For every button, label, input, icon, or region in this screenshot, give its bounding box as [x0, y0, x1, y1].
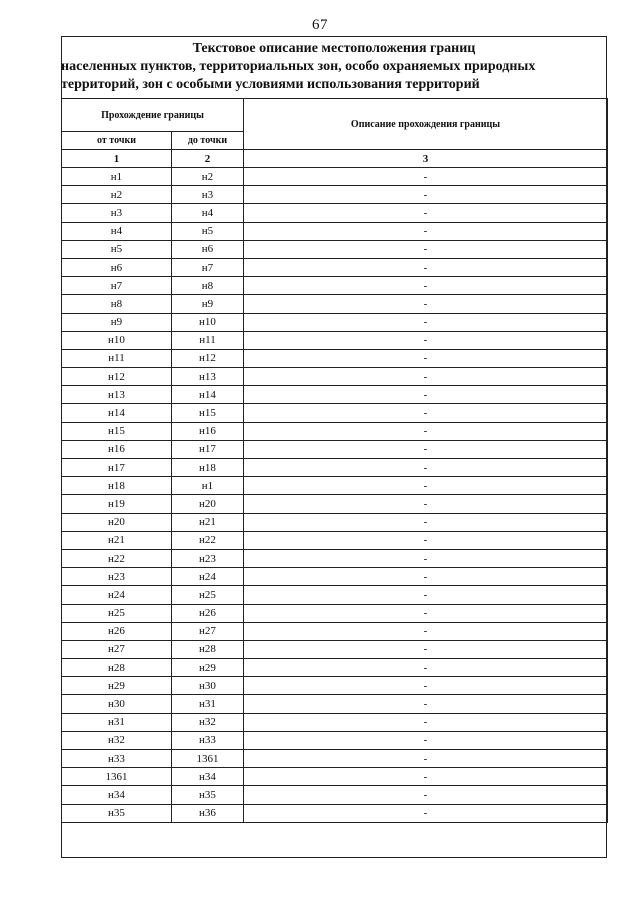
description-cell: -	[244, 659, 608, 677]
title-line-1: Текстовое описание местоположения границ	[192, 41, 476, 56]
description-cell: -	[244, 186, 608, 204]
from-point-cell: н11	[62, 349, 172, 367]
table-row	[62, 568, 608, 586]
description-cell: -	[244, 277, 608, 295]
from-point-cell: н5	[62, 240, 172, 258]
to-point-cell: н15	[172, 404, 244, 422]
from-point-cell: н30	[62, 695, 172, 713]
description-cell: -	[244, 222, 608, 240]
table-row	[62, 222, 608, 240]
table-row	[62, 349, 608, 367]
from-point-cell: н33	[62, 750, 172, 768]
table-row	[62, 204, 608, 222]
description-cell: -	[244, 750, 608, 768]
table-row	[62, 531, 608, 549]
from-point-cell: н20	[62, 513, 172, 531]
description-cell: -	[244, 549, 608, 567]
from-point-cell: н12	[62, 368, 172, 386]
description-cell: -	[244, 331, 608, 349]
from-point-cell: н4	[62, 222, 172, 240]
to-point-cell: н36	[172, 804, 244, 822]
from-point-cell: н32	[62, 731, 172, 749]
to-point-cell: н35	[172, 786, 244, 804]
page-number: 67	[312, 17, 328, 33]
description-cell: -	[244, 495, 608, 513]
description-cell: -	[244, 604, 608, 622]
from-point-cell: н19	[62, 495, 172, 513]
title-line-3: территорий, зон с особыми условиями использования территорий	[61, 77, 480, 92]
description-cell: -	[244, 349, 608, 367]
description-cell: -	[244, 240, 608, 258]
from-point-cell: н7	[62, 277, 172, 295]
table-row	[62, 659, 608, 677]
table-row	[62, 440, 608, 458]
table-row	[62, 404, 608, 422]
table-row	[62, 313, 608, 331]
table-row	[62, 386, 608, 404]
description-cell: -	[244, 168, 608, 186]
to-point-cell: н30	[172, 677, 244, 695]
from-point-cell: н10	[62, 331, 172, 349]
description-cell: -	[244, 786, 608, 804]
from-point-cell: н26	[62, 622, 172, 640]
to-point-cell: н1	[172, 477, 244, 495]
table-row	[62, 240, 608, 258]
from-point-cell: 1361	[62, 768, 172, 786]
table-row	[62, 695, 608, 713]
table-row	[62, 477, 608, 495]
table-row	[62, 495, 608, 513]
from-point-cell: н16	[62, 440, 172, 458]
to-point-cell: н20	[172, 495, 244, 513]
title-line-2: населенных пунктов, территориальных зон, особо охраняемых природных	[61, 59, 536, 74]
from-point-cell: н18	[62, 477, 172, 495]
table-row	[62, 513, 608, 531]
to-point-cell: н27	[172, 622, 244, 640]
table-row	[62, 786, 608, 804]
to-point-cell: н25	[172, 586, 244, 604]
table-row	[62, 750, 608, 768]
from-point-cell: н9	[62, 313, 172, 331]
table-row	[62, 277, 608, 295]
to-point-cell: н12	[172, 349, 244, 367]
from-point-cell: н13	[62, 386, 172, 404]
table-row	[62, 368, 608, 386]
to-point-cell: н7	[172, 258, 244, 276]
description-cell: -	[244, 204, 608, 222]
description-cell: -	[244, 768, 608, 786]
description-cell: -	[244, 258, 608, 276]
to-point-cell: н3	[172, 186, 244, 204]
to-point-cell: н18	[172, 459, 244, 477]
description-cell: -	[244, 513, 608, 531]
table-row	[62, 713, 608, 731]
from-point-cell: н34	[62, 786, 172, 804]
table-row	[62, 604, 608, 622]
description-cell: -	[244, 568, 608, 586]
table-header	[62, 99, 608, 168]
to-point-cell: 1361	[172, 750, 244, 768]
column-number-1: 1	[62, 150, 172, 168]
to-point-cell: н9	[172, 295, 244, 313]
table-row	[62, 459, 608, 477]
description-cell: -	[244, 440, 608, 458]
from-point-cell: н8	[62, 295, 172, 313]
to-point-cell: н26	[172, 604, 244, 622]
table-row	[62, 295, 608, 313]
document-title	[61, 40, 607, 94]
to-point-cell: н10	[172, 313, 244, 331]
header-boundary-description: Описание прохождения границы	[244, 99, 608, 150]
table-row	[62, 731, 608, 749]
header-from-point: от точки	[62, 132, 172, 150]
to-point-cell: н31	[172, 695, 244, 713]
description-cell: -	[244, 313, 608, 331]
description-cell: -	[244, 677, 608, 695]
description-cell: -	[244, 622, 608, 640]
to-point-cell: н32	[172, 713, 244, 731]
from-point-cell: н35	[62, 804, 172, 822]
description-cell: -	[244, 713, 608, 731]
table-row	[62, 549, 608, 567]
table-row	[62, 186, 608, 204]
to-point-cell: н33	[172, 731, 244, 749]
from-point-cell: н2	[62, 186, 172, 204]
description-cell: -	[244, 404, 608, 422]
to-point-cell: н24	[172, 568, 244, 586]
table-row	[62, 768, 608, 786]
table-row	[62, 168, 608, 186]
to-point-cell: н28	[172, 640, 244, 658]
to-point-cell: н14	[172, 386, 244, 404]
to-point-cell: н4	[172, 204, 244, 222]
table-row	[62, 622, 608, 640]
to-point-cell: н8	[172, 277, 244, 295]
to-point-cell: н5	[172, 222, 244, 240]
from-point-cell: н23	[62, 568, 172, 586]
table-row	[62, 677, 608, 695]
column-number-3: 3	[244, 150, 608, 168]
description-cell: -	[244, 459, 608, 477]
from-point-cell: н22	[62, 549, 172, 567]
description-cell: -	[244, 477, 608, 495]
from-point-cell: н3	[62, 204, 172, 222]
description-cell: -	[244, 368, 608, 386]
from-point-cell: н14	[62, 404, 172, 422]
to-point-cell: н6	[172, 240, 244, 258]
description-cell: -	[244, 640, 608, 658]
to-point-cell: н13	[172, 368, 244, 386]
description-cell: -	[244, 295, 608, 313]
to-point-cell: н17	[172, 440, 244, 458]
description-cell: -	[244, 804, 608, 822]
column-number-2: 2	[172, 150, 244, 168]
from-point-cell: н17	[62, 459, 172, 477]
from-point-cell: н1	[62, 168, 172, 186]
to-point-cell: н22	[172, 531, 244, 549]
description-cell: -	[244, 386, 608, 404]
table-body	[62, 168, 608, 823]
to-point-cell: н21	[172, 513, 244, 531]
to-point-cell: н16	[172, 422, 244, 440]
table-row	[62, 331, 608, 349]
from-point-cell: н31	[62, 713, 172, 731]
to-point-cell: н2	[172, 168, 244, 186]
description-cell: -	[244, 731, 608, 749]
description-cell: -	[244, 422, 608, 440]
to-point-cell: н11	[172, 331, 244, 349]
to-point-cell: н23	[172, 549, 244, 567]
from-point-cell: н24	[62, 586, 172, 604]
table-row	[62, 422, 608, 440]
boundary-table	[61, 98, 608, 823]
header-boundary-passage: Прохождение границы	[62, 99, 244, 132]
table-row	[62, 640, 608, 658]
description-cell: -	[244, 531, 608, 549]
header-to-point: до точки	[172, 132, 244, 150]
table-row	[62, 586, 608, 604]
from-point-cell: н21	[62, 531, 172, 549]
to-point-cell: н34	[172, 768, 244, 786]
from-point-cell: н29	[62, 677, 172, 695]
table-row	[62, 258, 608, 276]
from-point-cell: н25	[62, 604, 172, 622]
description-cell: -	[244, 586, 608, 604]
from-point-cell: н6	[62, 258, 172, 276]
description-cell: -	[244, 695, 608, 713]
table-row	[62, 804, 608, 822]
from-point-cell: н15	[62, 422, 172, 440]
to-point-cell: н29	[172, 659, 244, 677]
from-point-cell: н27	[62, 640, 172, 658]
from-point-cell: н28	[62, 659, 172, 677]
